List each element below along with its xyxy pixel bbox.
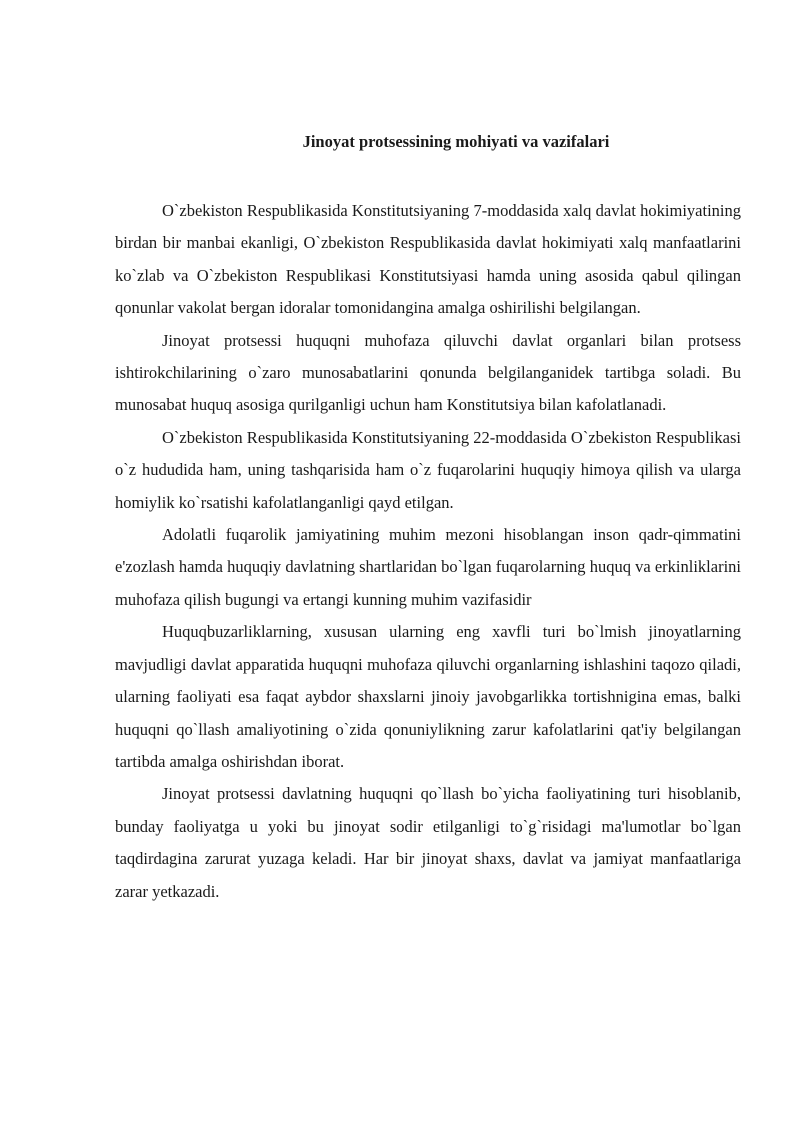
paragraph: O`zbekiston Respublikasida Konstitutsiyaning 22-moddasida O`zbekiston Respublikasi o`z hududida ham, uning tashqarisida ham o`z fuqarolarini huquqiy himoya qilish va ularga homiylik ko`rsatishi kafolatlanganligi qayd etilgan. (115, 427, 741, 512)
paragraph: O`zbekiston Respublikasida Konstitutsiyaning 7-moddasida xalq davlat hokimiyatining birdan bir manbai ekanligi, O`zbekiston Respublikasida davlat hokimiyati xalq manfaatlarini ko`zlab va O`zbekiston Respublikasi Konstitutsiyasi hamda uning asosida qabul qilingan qonunlar vakolat bergan idoralar tomonidangina amalga oshirilishi belgilangan. (115, 201, 741, 318)
paragraph: Jinoyat protsessi huquqni muhofaza qiluvchi davlat organlari bilan protsess ishtirokchilarining o`zaro munosabatlarini qonunda belgilanganidek tartibga soladi. Bu munosabat huquq asosiga qurilganligi uchun ham Konstitutsiya bilan kafolatlanadi. (115, 330, 741, 415)
document-body (115, 195, 741, 908)
document-title: Jinoyat protsessining mohiyati va vazifalari (302, 132, 610, 151)
paragraph: Adolatli fuqarolik jamiyatining muhim mezoni hisoblangan inson qadr-qimmatini e'zozlash hamda huquqiy davlatning shartlaridan bo`lgan fuqarolarning huquq va erkinliklarini muhofaza qilish bugungi va ertangi kunning muhim vazifasidir (115, 525, 741, 609)
paragraph: Jinoyat protsessi davlatning huquqni qo`llash bo`yicha faoliyatining turi hisoblanib, bunday faoliyatga u yoki bu jinoyat sodir etilganligi to`g`risidagi ma'lumotlar bo`lgan taqdirdagina zarurat yuzaga keladi. Har bir jinoyat shaxs, davlat va jamiyat manfaatlariga zarar yetkazadi. (115, 784, 741, 901)
paragraph: Huquqbuzarliklarning, xususan ularning eng xavfli turi bo`lmish jinoyatlarning mavjudligi davlat apparatida huquqni muhofaza qiluvchi organlarning ishlashini taqozo qiladi, ularning faoliyati esa faqat aybdor shaxslarni jinoiy javobgarlikka tortishnigina emas, balki huquqni qo`llash amaliyotining o`zida qonuniylikning zarur kafolatlarini qat'iy belgilangan tartibda amalga oshirishdan iborat. (115, 622, 741, 771)
